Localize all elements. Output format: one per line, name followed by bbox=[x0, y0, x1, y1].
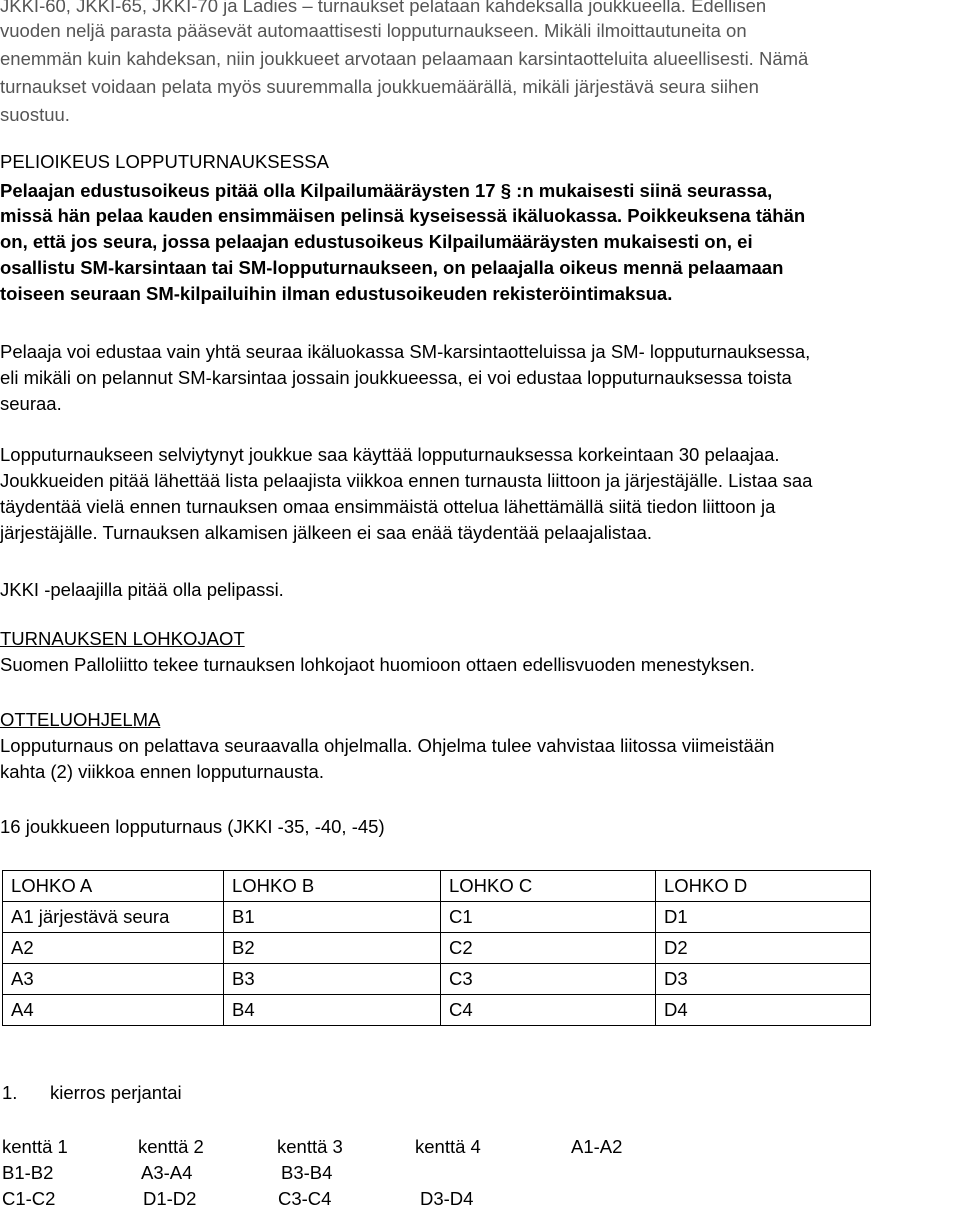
field-label: kenttä 1 bbox=[2, 1136, 68, 1157]
table-header-cell: LOHKO A bbox=[3, 871, 224, 902]
pelaajat-line: täydentää vielä ennen turnauksen omaa ensimmäistä ottelua lähettämällä siitä tiedon liittoon ja bbox=[0, 496, 776, 517]
game: C1-C2 bbox=[2, 1188, 56, 1209]
table-header-cell: LOHKO D bbox=[656, 871, 871, 902]
game: A1-A2 bbox=[571, 1136, 623, 1157]
table-cell: D1 bbox=[656, 902, 871, 933]
table-cell: B3 bbox=[224, 964, 441, 995]
otteluohjelma-heading: OTTELUOHJELMA bbox=[0, 709, 161, 730]
pelioikeus-line: toiseen seuraan SM-kilpailuihin ilman edustusoikeuden rekisteröintimaksua. bbox=[0, 283, 673, 304]
pelipassi-note: JKKI -pelaajilla pitää olla pelipassi. bbox=[0, 579, 284, 600]
lohkojaot-heading: TURNAUKSEN LOHKOJAOT bbox=[0, 628, 245, 649]
edustus-line: eli mikäli on pelannut SM-karsintaa jossain joukkueessa, ei voi edustaa lopputurnauksessa toista bbox=[0, 367, 792, 388]
pelioikeus-line: missä hän pelaa kauden ensimmäisen pelinsä kyseisessä ikäluokassa. Poikkeuksena tähän bbox=[0, 205, 806, 226]
edustus-line: seuraa. bbox=[0, 393, 62, 414]
table-cell: A3 bbox=[3, 964, 224, 995]
field-label: kenttä 3 bbox=[277, 1136, 343, 1157]
pelaajat-line: järjestäjälle. Turnauksen alkamisen jälkeen ei saa enää täydentää pelaajalistaa. bbox=[0, 522, 653, 543]
otteluohjelma-line: kahta (2) viikkoa ennen lopputurnausta. bbox=[0, 761, 324, 782]
table-header-row bbox=[3, 871, 871, 902]
table-cell: A1 järjestävä seura bbox=[3, 902, 224, 933]
table-cell: C4 bbox=[441, 995, 656, 1026]
table-cell: B2 bbox=[224, 933, 441, 964]
pelioikeus-line: osallistu SM-karsintaan tai SM-lopputurnaukseen, on pelaajalla oikeus mennä pelaamaan bbox=[0, 257, 784, 278]
kierros-label: kierros perjantai bbox=[50, 1082, 182, 1103]
edustus-line: Pelaaja voi edustaa vain yhtä seuraa ikäluokassa SM-karsintaotteluissa ja SM- lopputurnauksessa, bbox=[0, 341, 811, 362]
lopputurnaus-title: 16 joukkueen lopputurnaus (JKKI -35, -40, -45) bbox=[0, 816, 385, 837]
field-label: kenttä 4 bbox=[415, 1136, 481, 1157]
field-label: kenttä 2 bbox=[138, 1136, 204, 1157]
intro-line: JKKI-60, JKKI-65, JKKI-70 ja Ladies – turnaukset pelataan kahdeksalla joukkueella. Edellisen bbox=[0, 0, 767, 16]
pelaajat-line: Lopputurnaukseen selviytynyt joukkue saa käyttää lopputurnauksessa korkeintaan 30 pelaajaa. bbox=[0, 444, 780, 465]
table-cell: B1 bbox=[224, 902, 441, 933]
kierros-number: 1. bbox=[2, 1082, 18, 1103]
lohko-table bbox=[2, 870, 871, 1026]
game: C3-C4 bbox=[278, 1188, 332, 1209]
intro-line: suostuu. bbox=[0, 104, 70, 125]
table-cell: C3 bbox=[441, 964, 656, 995]
pelaajat-line: Joukkueiden pitää lähettää lista pelaajista viikkoa ennen turnausta liittoon ja järjestäjälle. Listaa saa bbox=[0, 470, 813, 491]
table-row bbox=[3, 902, 871, 933]
pelioikeus-line: on, että jos seura, jossa pelaajan edustusoikeus Kilpailumääräysten mukaisesti on, ei bbox=[0, 231, 753, 252]
game: B1-B2 bbox=[2, 1162, 54, 1183]
intro-line: turnaukset voidaan pelata myös suuremmalla joukkuemäärällä, mikäli järjestävä seura siihen bbox=[0, 76, 759, 97]
table-cell: A4 bbox=[3, 995, 224, 1026]
table-row bbox=[3, 995, 871, 1026]
table-row bbox=[3, 933, 871, 964]
table-cell: D2 bbox=[656, 933, 871, 964]
table-cell: A2 bbox=[3, 933, 224, 964]
table-row bbox=[3, 964, 871, 995]
game: D3-D4 bbox=[420, 1188, 474, 1209]
table-header-cell: LOHKO B bbox=[224, 871, 441, 902]
pelioikeus-line: Pelaajan edustusoikeus pitää olla Kilpailumääräysten 17 § :n mukaisesti siinä seurassa, bbox=[0, 180, 773, 201]
pelioikeus-heading: PELIOIKEUS LOPPUTURNAUKSESSA bbox=[0, 151, 329, 172]
otteluohjelma-line: Lopputurnaus on pelattava seuraavalla ohjelmalla. Ohjelma tulee vahvistaa liitossa viimeistään bbox=[0, 735, 775, 756]
lohkojaot-text: Suomen Palloliitto tekee turnauksen lohkojaot huomioon ottaen edellisvuoden menestyksen. bbox=[0, 654, 755, 675]
table-cell: D3 bbox=[656, 964, 871, 995]
table-cell: D4 bbox=[656, 995, 871, 1026]
game: A3-A4 bbox=[141, 1162, 193, 1183]
table-cell: B4 bbox=[224, 995, 441, 1026]
table-cell: C1 bbox=[441, 902, 656, 933]
intro-line: enemmän kuin kahdeksan, niin joukkueet arvotaan pelaamaan karsintaotteluita alueellisesti. Nämä bbox=[0, 48, 809, 69]
game: D1-D2 bbox=[143, 1188, 197, 1209]
table-header-cell: LOHKO C bbox=[441, 871, 656, 902]
intro-line: vuoden neljä parasta pääsevät automaattisesti lopputurnaukseen. Mikäli ilmoittautuneita on bbox=[0, 20, 747, 41]
table-cell: C2 bbox=[441, 933, 656, 964]
game: B3-B4 bbox=[281, 1162, 333, 1183]
